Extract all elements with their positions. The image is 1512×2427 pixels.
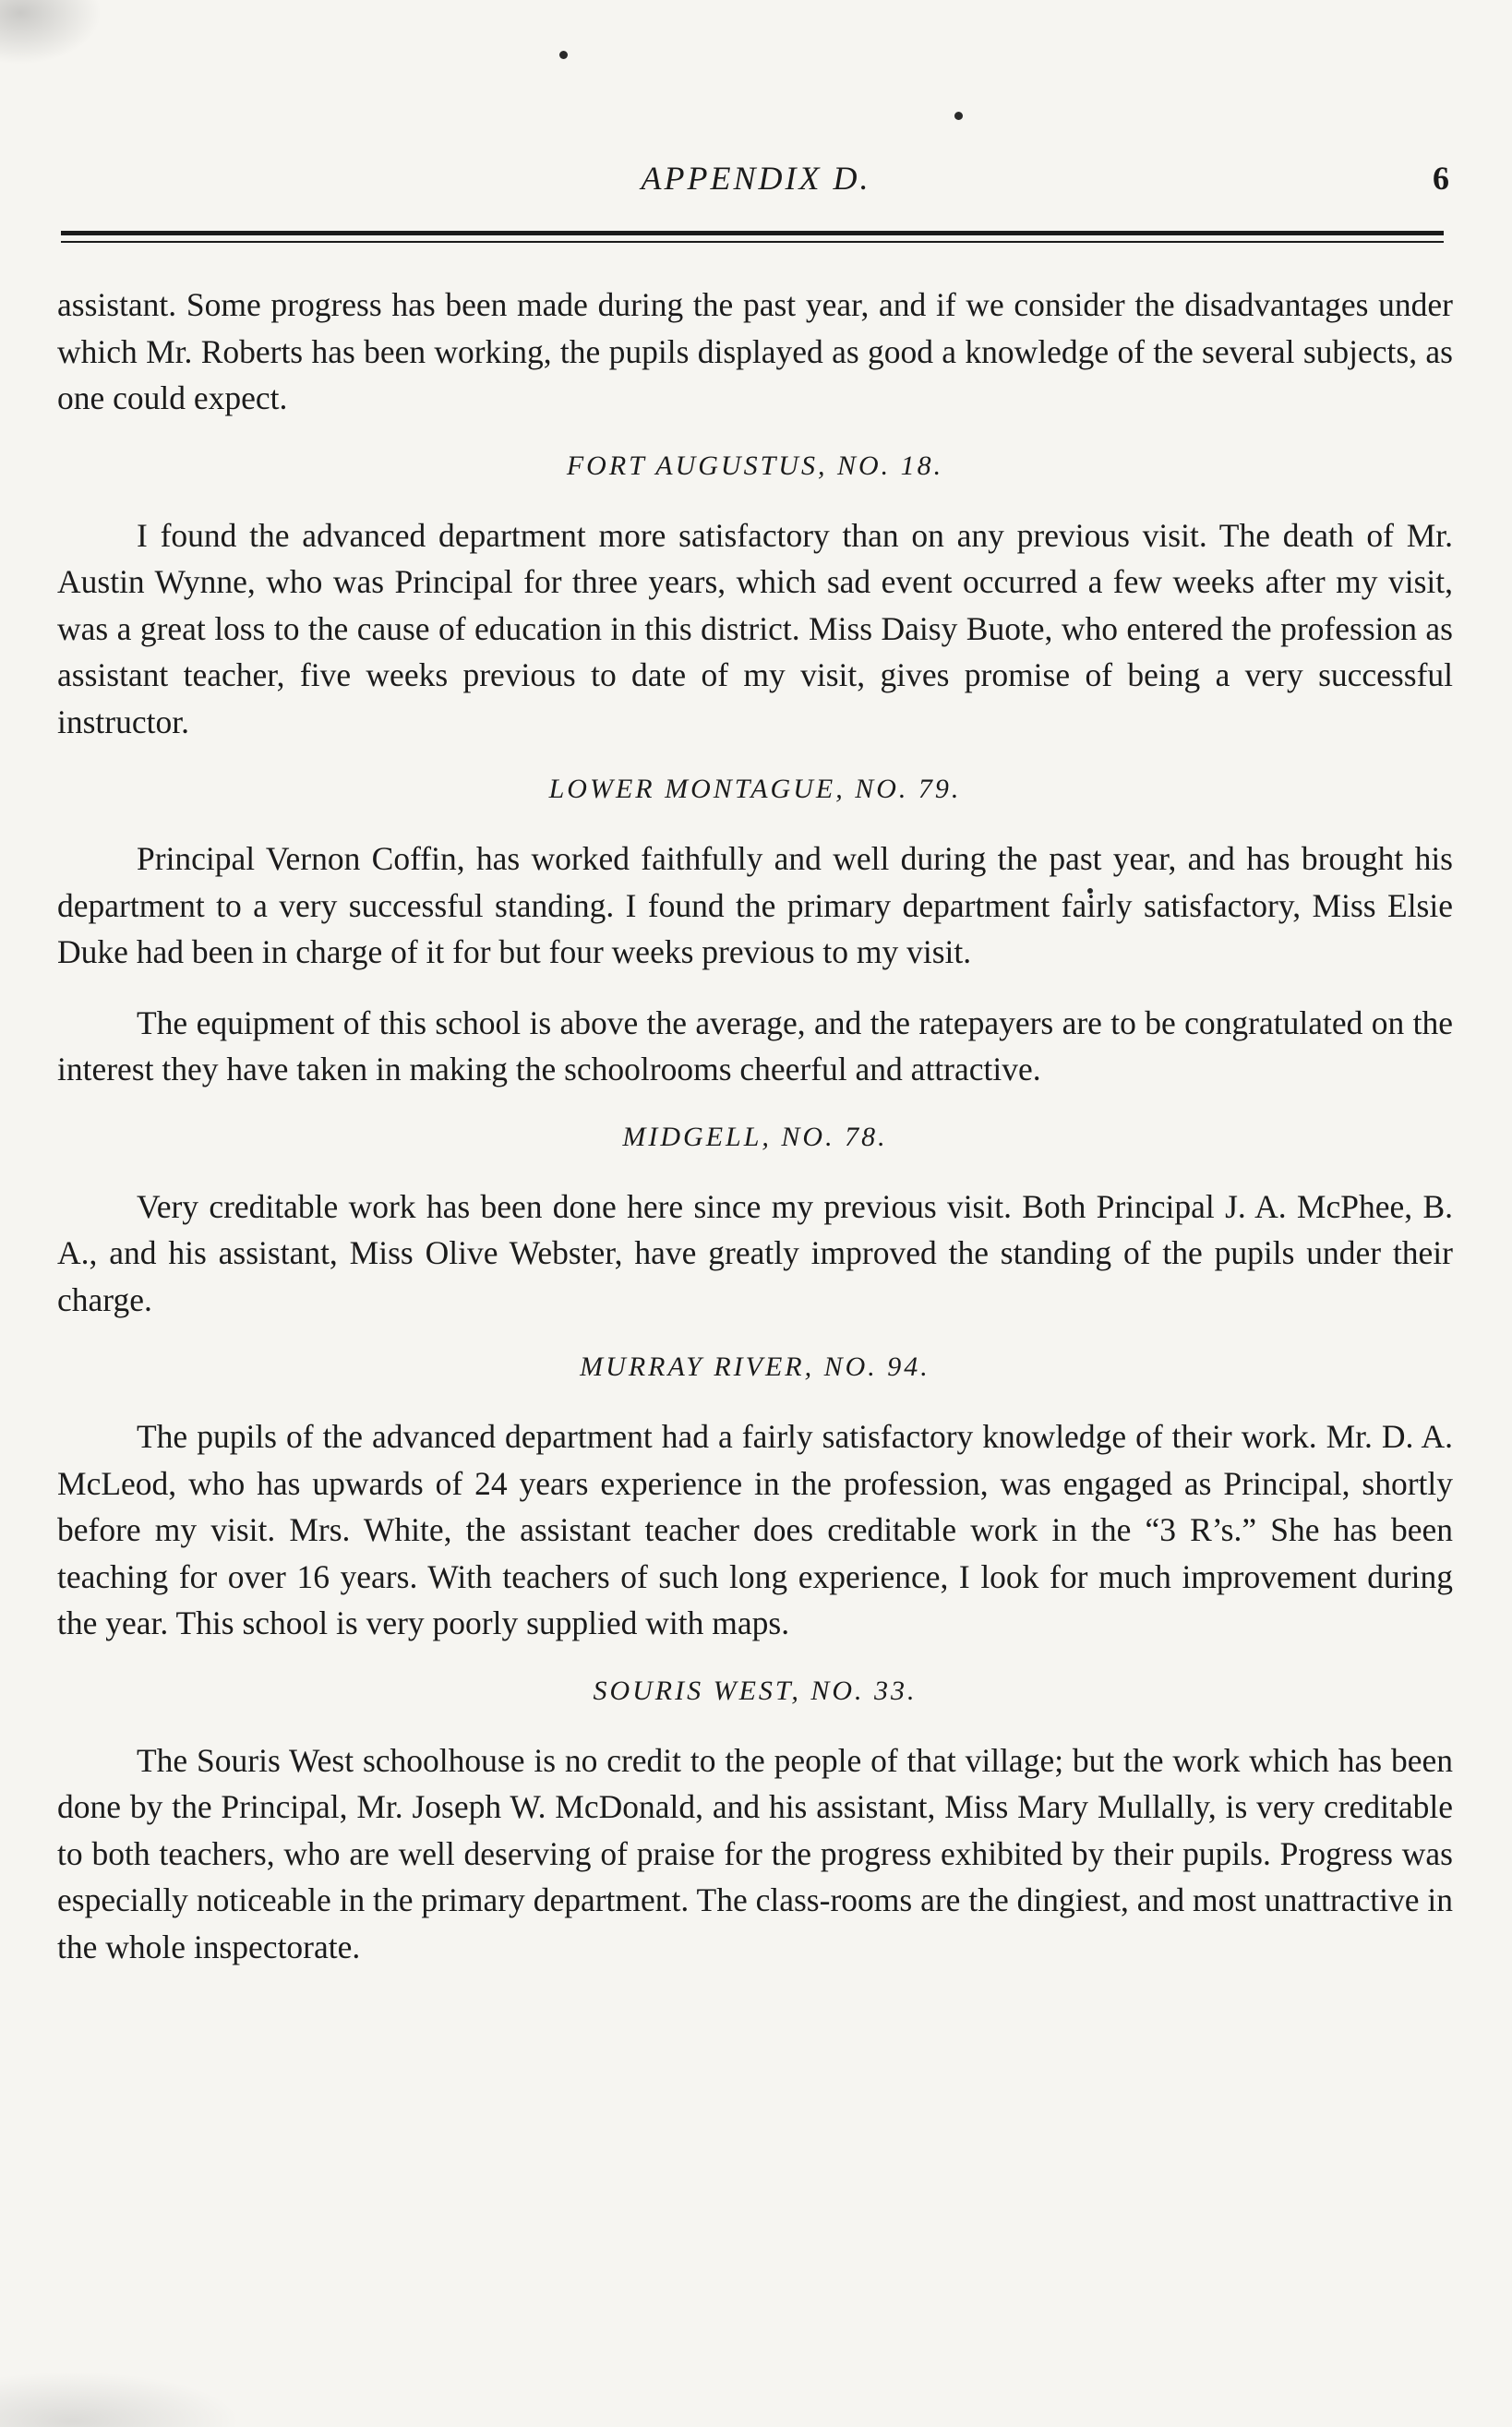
- paragraph: The Souris West schoolhouse is no credit to the people of that village; but the work which has been done by the Principal, Mr. Joseph W. McDonald, and his assistant, Miss Mary Mullally, is very creditable to both teachers, who are well deserving of praise for the progress exhibited by their pupils. Progress was especially noticeable in the primary department. The class-rooms are the dingiest, and most unattractive in the whole inspectorate.: [57, 1741, 1453, 1965]
- intro-paragraph: assistant. Some progress has been made during the past year, and if we consider the disadvantages under which Mr. Roberts has been working, the pupils displayed as good a knowledge of the several subjects, as one could expect.: [57, 286, 1453, 416]
- paragraph: The equipment of this school is above the average, and the ratepayers are to be congratulated on the interest they have taken in making the schoolrooms cheerful and attractive.: [57, 1003, 1453, 1087]
- page-number: 6: [1433, 160, 1449, 197]
- section-heading: LOWER MONTAGUE, NO. 79.: [548, 774, 962, 804]
- section-heading: MURRAY RIVER, NO. 94.: [580, 1352, 930, 1382]
- paragraph: I found the advanced department more satisfactory than on any previous visit. The death of Mr. Austin Wynne, who was Principal for three years, which sad event occurred a few weeks after my visit, was a great loss to the cause of education in this district. Miss Daisy Buote, who entered the profession as assistant teacher, five weeks previous to date of my visit, gives promise of being a very successful instructor.: [57, 516, 1453, 740]
- running-title: APPENDIX D.: [641, 160, 871, 197]
- paragraph: Very creditable work has been done here since my previous visit. Both Principal J. A. McPhee, B. A., and his assistant, Miss Olive Webster, have greatly improved the standing of the pupils under their charge.: [57, 1187, 1453, 1318]
- section-heading: SOURIS WEST, NO. 33.: [593, 1675, 918, 1706]
- ink-speck: [954, 112, 963, 120]
- paragraph: The pupils of the advanced department had a fairly satisfactory knowledge of their work. Mr. D. A. McLeod, who has upwards of 24 years experience in the profession, was engaged as Principal, shortly before my visit. Mrs. White, the assistant teacher does creditable work in the “3 R’s.” She has been teaching for over 16 years. With teachers of such long experience, I look for much improvement during the year. This school is very poorly supplied with maps.: [57, 1418, 1453, 1641]
- header-rule: [61, 231, 1444, 235]
- scan-smudge: [0, 2372, 240, 2427]
- section-fort-augustus: [57, 448, 1453, 746]
- ink-speck: [559, 51, 568, 59]
- header-rule-thin: [61, 241, 1444, 243]
- running-head: [57, 159, 1455, 210]
- body-text: [57, 282, 1453, 1994]
- paragraph: Principal Vernon Coffin, has worked faithfully and well during the past year, and has brought his department to a very successful standing. I found the primary department fairly satisfactory, Miss Elsie Duke had been in charge of it for but four weeks previous to my visit.: [57, 840, 1453, 970]
- section-midgell: [57, 1119, 1453, 1324]
- section-heading: FORT AUGUSTUS, NO. 18.: [566, 450, 944, 481]
- scan-smudge: [0, 0, 102, 65]
- section-heading: MIDGELL, NO. 78.: [622, 1121, 888, 1152]
- section-lower-montague: [57, 771, 1453, 1093]
- section-souris-west: [57, 1673, 1453, 1971]
- section-murray-river: [57, 1349, 1453, 1647]
